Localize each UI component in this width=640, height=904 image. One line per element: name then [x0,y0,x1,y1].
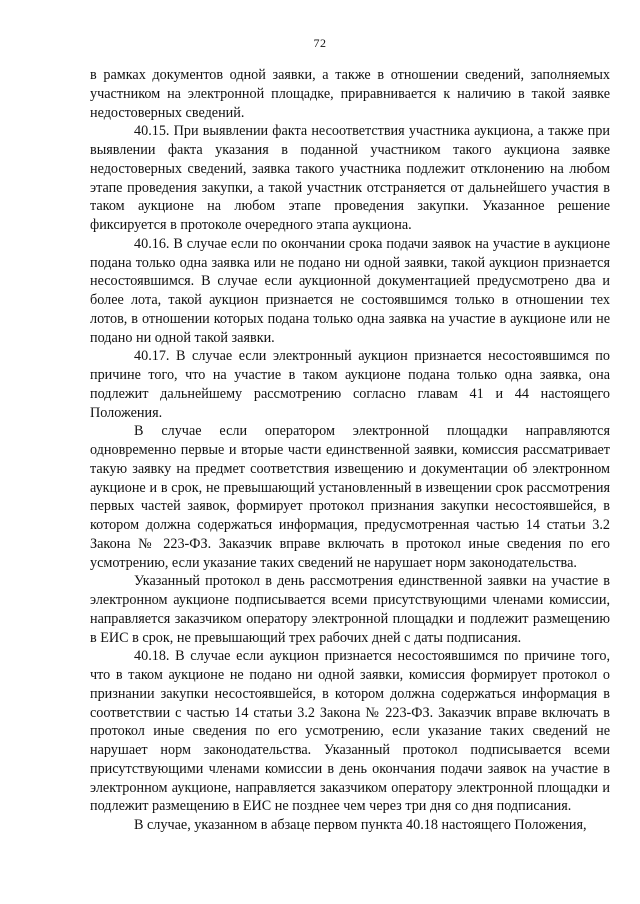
paragraph-40-18-continuation: В случае, указанном в абзаце первом пункта 40.18 настоящего Положения, [134,817,587,833]
paragraph-40-16: 40.16. В случае если по окончании срока подачи заявок на участие в аукционе подана только одна заявка или не подано ни одной заявки, такой аукцион признается несостоявшимся. В случае если аукционной документацией предусмотрено два и более лота, такой аукцион признается не состоявшимся только в отношении тех лотов, в отношении которых подана только одна заявка на участие в аукционе или не подано ни одной такой заявки. [90,235,610,346]
paragraph-40-18: 40.18. В случае если аукцион признается несостоявшимся по причине того, что в таком аукционе не подано ни одной заявки, комиссия формирует протокол о признании закупки несостоявшейся, в котором должна содержаться информация в соответствии с частью 14 статьи 3.2 Закона № 223-ФЗ. Заказчик вправе включать в протокол иные сведения по его усмотрению, если указание таких сведений не нарушает норм законодательства. Указанный протокол подписывается всеми присутствующими членами комиссии в день окончания подачи заявок на участие в электронном аукционе, направляется заказчиком оператору электронной площадки и подлежит размещению в ЕИС не позднее чем через три дня со дня подписания. [90,648,610,815]
document-body [90,66,610,835]
page-number: 72 [313,36,327,50]
paragraph-40-15: 40.15. При выявлении факта несоответствия участника аукциона, а также при выявлении факта указания в поданной участником такого аукциона заявке недостоверных сведений, заявка такого участника подлежит отклонению на любом этапе проведения закупки, а такой участник отстраняется от дальнейшего участия в таком аукционе на любом этапе проведения закупки. Указанное решение фиксируется в протоколе очередного этапа аукциона. [90,123,610,233]
paragraph-40-17: 40.17. В случае если электронный аукцион признается несостоявшимся по причине того, что на участие в таком аукционе подана только одна заявка, она подлежит дальнейшему рассмотрению согласно главам 41 и 44 настоящего Положения. [90,348,610,421]
paragraph-40-17-protocol: Указанный протокол в день рассмотрения единственной заявки на участие в электронном аукционе подписывается всеми присутствующими членами комиссии, направляется заказчиком оператору электронной площадки и подлежит размещению в ЕИС в срок, не превышающий трех рабочих дней с даты подписания. [90,573,610,646]
paragraph-40-17-single-application: В случае если оператором электронной площадки направляются одновременно первые и вторые части единственной заявки, комиссия рассматривает такую заявку на предмет соответствия извещению и документации об электронном аукционе и в срок, не превышающий установленный в извещении срок рассмотрения первых частей заявок, формирует протокол признания закупки несостоявшейся, в котором должна содержаться информация, предусмотренная частью 14 статьи 3.2 Закона № 223-ФЗ. Заказчик вправе включать в протокол иные сведения по его усмотрению, если указание таких сведений не нарушает норм законодательства. [90,423,610,571]
paragraph-continuation: в рамках документов одной заявки, а также в отношении сведений, заполняемых участником на электронной площадке, приравнивается к наличию в такой заявке недостоверных сведений. [90,67,610,121]
